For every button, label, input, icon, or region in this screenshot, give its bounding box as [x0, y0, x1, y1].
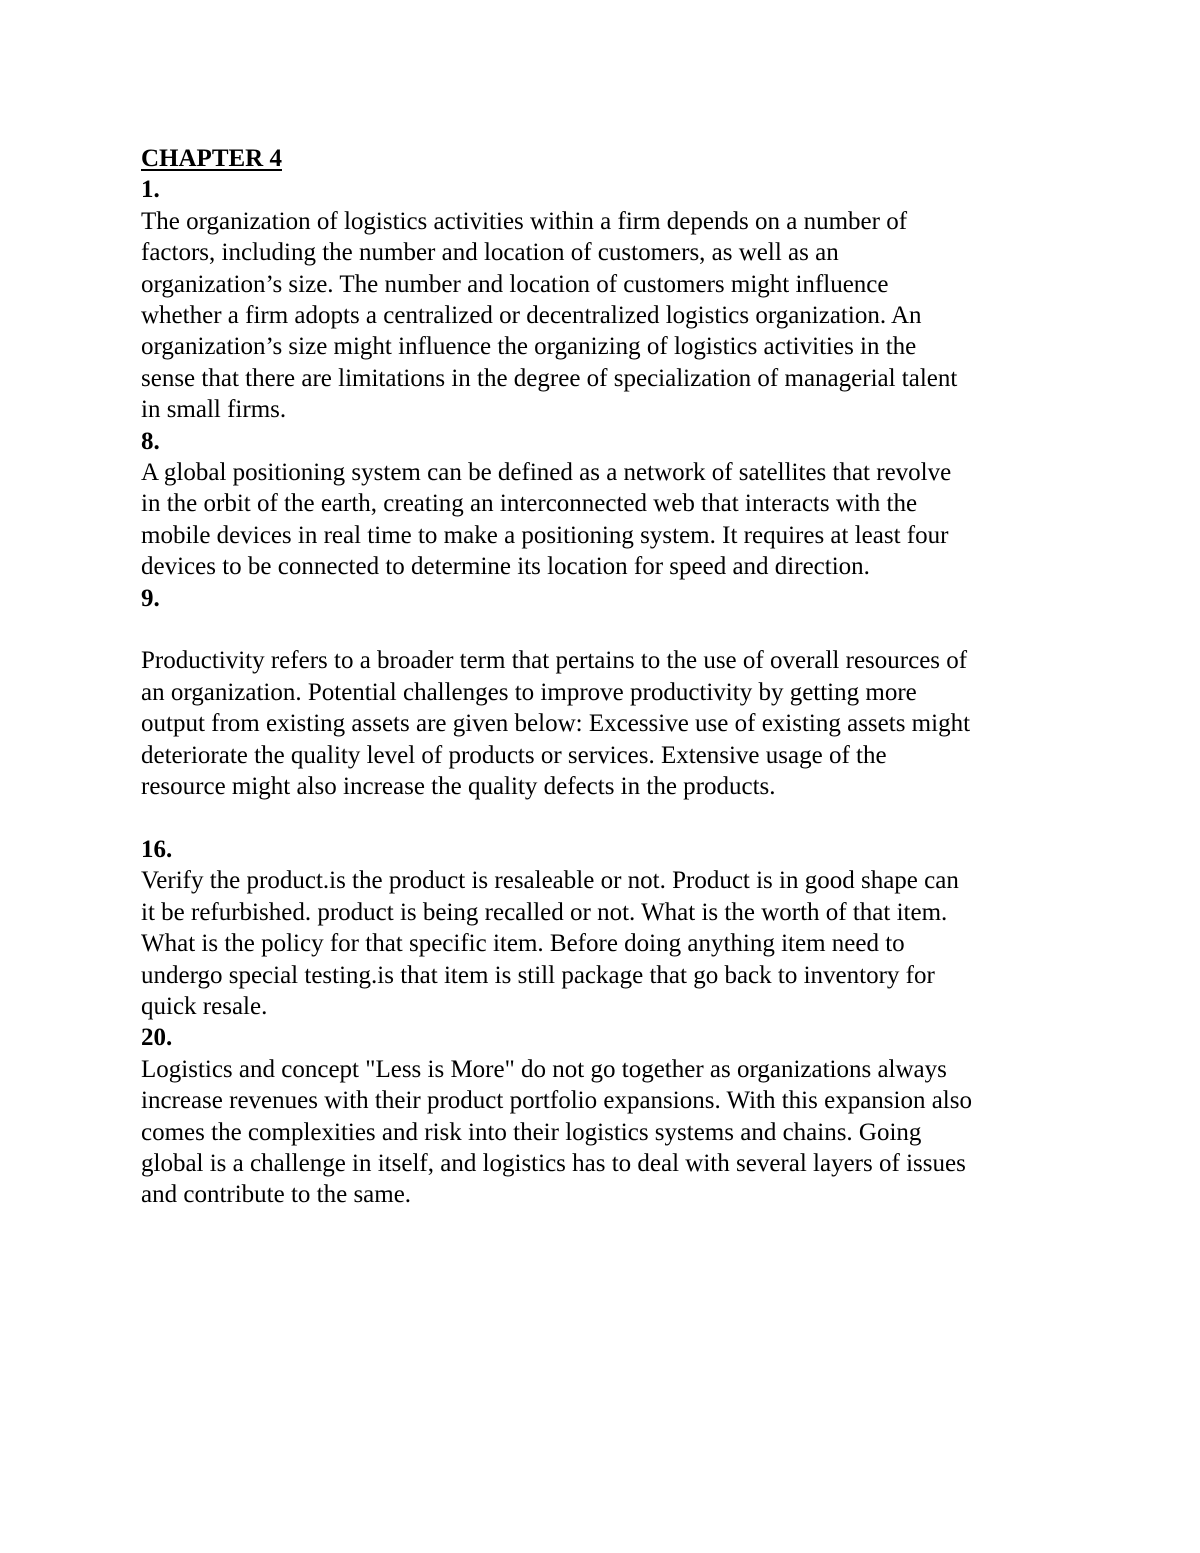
answer-paragraph: [141, 457, 1081, 583]
text-line: undergo special testing.is that item is still package that go back to inventory for: [141, 961, 935, 989]
text-line: mobile devices in real time to make a positioning system. It requires at least four: [141, 521, 949, 549]
text-line: in the orbit of the earth, creating an interconnected web that interacts with the: [141, 490, 918, 518]
text-line: whether a firm adopts a centralized or decentralized logistics organization. An: [141, 302, 922, 330]
answer-paragraph: [141, 865, 1081, 1022]
text-line: global is a challenge in itself, and logistics has to deal with several layers of issues: [141, 1149, 966, 1177]
question-number: 1.: [141, 176, 160, 204]
text-line: organization’s size. The number and location of customers might influence: [141, 270, 889, 298]
text-line: Logistics and concept "Less is More" do not go together as organizations always: [141, 1055, 947, 1083]
answer-paragraph: [141, 206, 1081, 426]
text-line: in small firms.: [141, 396, 287, 424]
text-line: and contribute to the same.: [141, 1181, 412, 1209]
text-line: Productivity refers to a broader term that pertains to the use of overall resources of: [141, 647, 968, 675]
blank-line: [141, 803, 1081, 834]
text-line: it be refurbished. product is being recalled or not. What is the worth of that item.: [141, 898, 948, 926]
text-line: organization’s size might influence the organizing of logistics activities in the: [141, 333, 917, 361]
question-number: 20.: [141, 1024, 173, 1052]
text-line: quick resale.: [141, 992, 268, 1020]
answer-paragraph: [141, 645, 1081, 802]
answer-paragraph: [141, 1054, 1081, 1211]
question-number: 16.: [141, 835, 173, 863]
text-line: A global positioning system can be defined as a network of satellites that revolve: [141, 459, 952, 487]
text-line: increase revenues with their product portfolio expansions. With this expansion also: [141, 1087, 972, 1115]
text-line: factors, including the number and location of customers, as well as an: [141, 239, 839, 267]
text-line: The organization of logistics activities within a firm depends on a number of: [141, 207, 908, 235]
text-line: devices to be connected to determine its location for speed and direction.: [141, 553, 870, 581]
text-line: resource might also increase the quality defects in the products.: [141, 773, 776, 801]
text-line: deteriorate the quality level of products or services. Extensive usage of the: [141, 741, 887, 769]
text-line: output from existing assets are given below: Excessive use of existing assets might: [141, 710, 971, 738]
text-line: comes the complexities and risk into their logistics systems and chains. Going: [141, 1118, 922, 1146]
document-body: [141, 143, 1081, 1211]
text-line: sense that there are limitations in the degree of specialization of managerial talent: [141, 364, 958, 392]
blank-line: [141, 614, 1081, 645]
text-line: Verify the product.is the product is resaleable or not. Product is in good shape can: [141, 867, 959, 895]
question-number: 8.: [141, 427, 160, 455]
text-line: What is the policy for that specific item. Before doing anything item need to: [141, 930, 905, 958]
chapter-title: CHAPTER 4: [141, 145, 282, 172]
question-number: 9.: [141, 584, 160, 612]
text-line: an organization. Potential challenges to improve productivity by getting more: [141, 678, 917, 706]
